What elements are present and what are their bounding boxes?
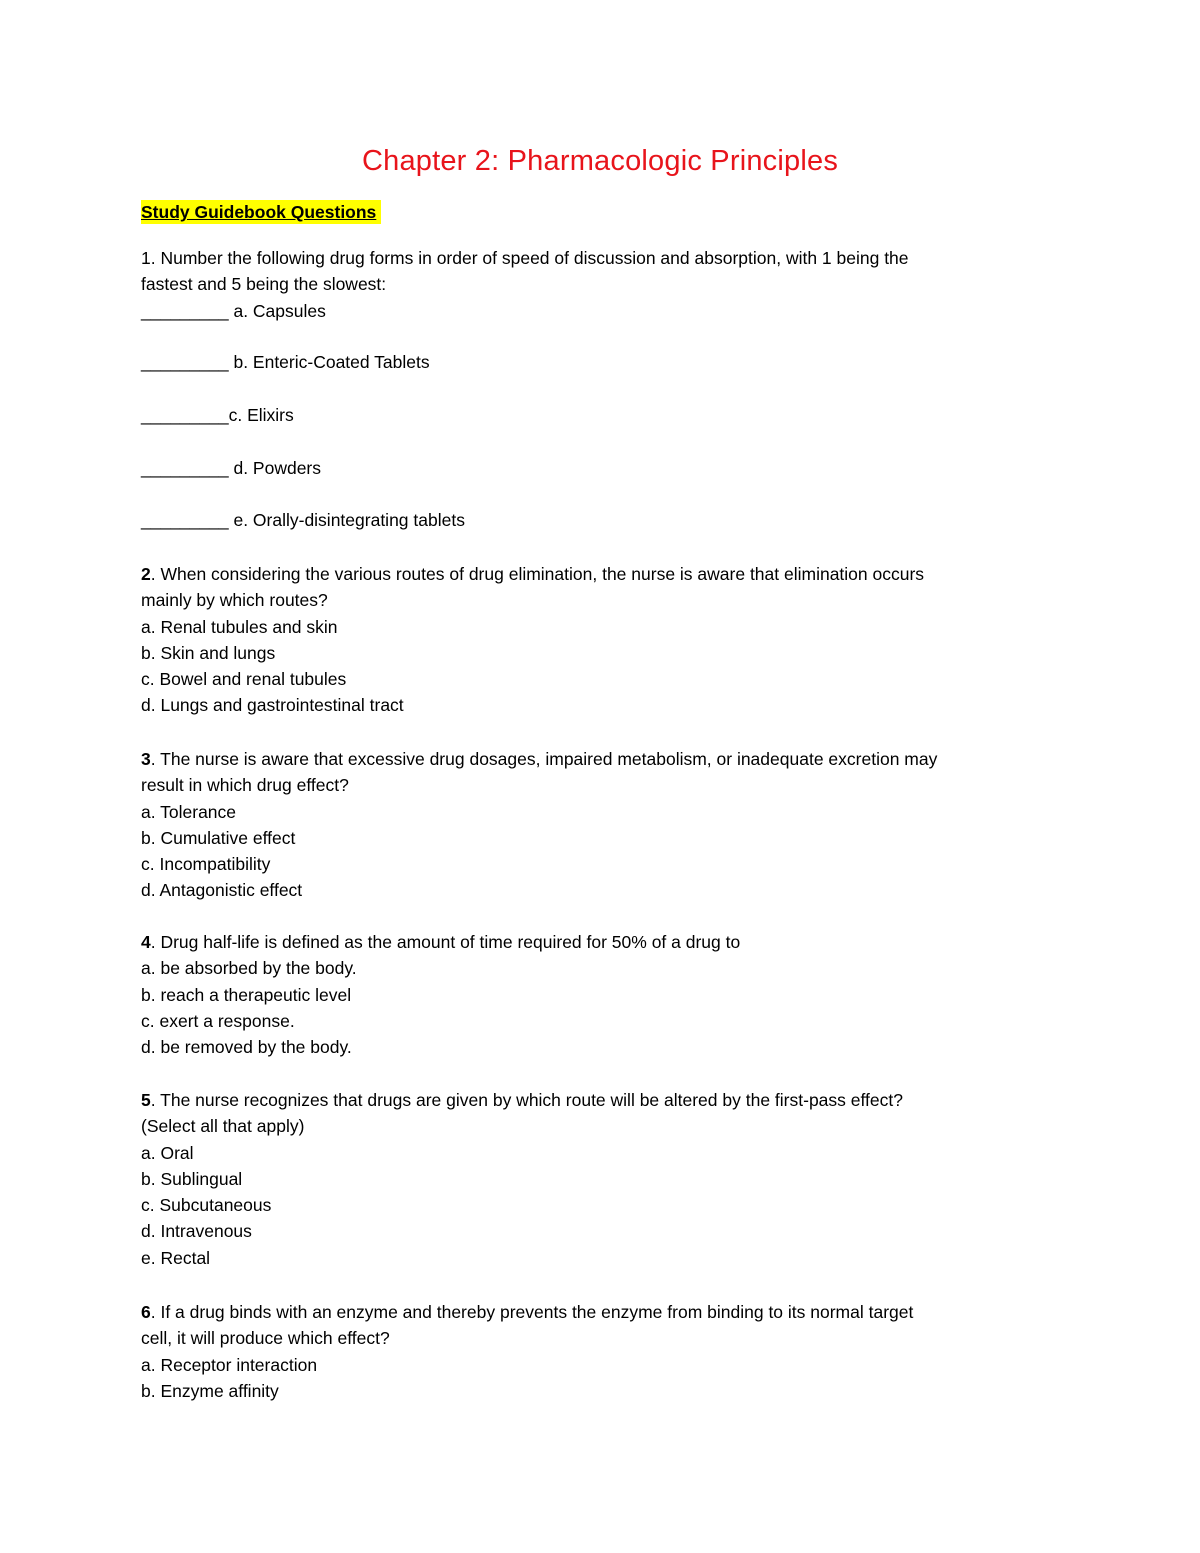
question-2-option-b: b. Skin and lungs	[141, 642, 276, 663]
question-1-item-b: _________ b. Enteric-Coated Tablets	[141, 352, 430, 372]
question-6-number: 6	[141, 1302, 151, 1322]
question-5	[141, 1087, 1051, 1271]
question-5-option-c: c. Subcutaneous	[141, 1195, 272, 1216]
question-6-option-b: b. Enzyme affinity	[141, 1380, 279, 1401]
question-1-item-e: _________ e. Orally-disintegrating tablets	[141, 510, 465, 530]
question-1-line-1: 1. Number the following drug forms in order of speed of discussion and absorption, with 1 being the	[141, 248, 909, 268]
question-5-option-d: d. Intravenous	[141, 1221, 252, 1242]
question-2-option-d: d. Lungs and gastrointestinal tract	[141, 695, 404, 716]
question-2-stem-line-2: mainly by which routes?	[141, 590, 328, 611]
question-3-option-a: a. Tolerance	[141, 801, 237, 822]
question-5-option-b: b. Sublingual	[141, 1168, 243, 1189]
question-4-option-a: a. be absorbed by the body.	[141, 958, 357, 979]
question-2-option-c: c. Bowel and renal tubules	[141, 669, 347, 690]
question-2-option-a: a. Renal tubules and skin	[141, 616, 338, 637]
question-5-stem-line-2: (Select all that apply)	[141, 1116, 305, 1137]
question-5-number: 5	[141, 1090, 151, 1110]
question-6-stem-line-1: 6. If a drug binds with an enzyme and thereby prevents the enzyme from binding to its normal target	[141, 1302, 914, 1322]
question-4	[141, 929, 1051, 1060]
question-1-item-c: _________c. Elixirs	[141, 405, 294, 425]
question-4-option-b: b. reach a therapeutic level	[141, 984, 352, 1005]
question-1-item-d: _________ d. Powders	[141, 458, 321, 478]
question-3-option-b: b. Cumulative effect	[141, 827, 296, 848]
question-4-stem: 4. Drug half-life is defined as the amount of time required for 50% of a drug to	[141, 932, 741, 952]
question-3	[141, 746, 1051, 904]
question-4-number: 4	[141, 932, 151, 952]
question-4-option-c: c. exert a response.	[141, 1010, 295, 1031]
question-5-option-a: a. Oral	[141, 1142, 194, 1163]
question-5-option-e: e. Rectal	[141, 1247, 211, 1268]
question-1	[141, 245, 1051, 324]
question-5-stem-line-1: 5. The nurse recognizes that drugs are given by which route will be altered by the first-pass effect?	[141, 1090, 903, 1110]
chapter-title: Chapter 2: Pharmacologic Principles	[361, 145, 839, 177]
question-3-option-c: c. Incompatibility	[141, 854, 271, 875]
question-2-stem-line-1: 2. When considering the various routes of drug elimination, the nurse is aware that elimination occurs	[141, 564, 925, 584]
question-6-option-a: a. Receptor interaction	[141, 1354, 318, 1375]
section-heading: Study Guidebook Questions	[141, 200, 381, 224]
question-1-line-2: fastest and 5 being the slowest:	[141, 274, 387, 295]
question-2	[141, 561, 1051, 719]
question-6	[141, 1299, 1051, 1404]
question-3-stem-line-2: result in which drug effect?	[141, 775, 349, 796]
question-4-option-d: d. be removed by the body.	[141, 1037, 352, 1058]
question-2-number: 2	[141, 564, 151, 584]
question-1-number: 1	[141, 248, 151, 268]
question-3-option-d: d. Antagonistic effect	[141, 880, 303, 901]
question-3-stem-line-1: 3. The nurse is aware that excessive drug dosages, impaired metabolism, or inadequate excretion may	[141, 749, 938, 769]
question-3-number: 3	[141, 749, 151, 769]
question-6-stem-line-2: cell, it will produce which effect?	[141, 1328, 390, 1349]
question-1-item-a: _________ a. Capsules	[141, 300, 326, 321]
